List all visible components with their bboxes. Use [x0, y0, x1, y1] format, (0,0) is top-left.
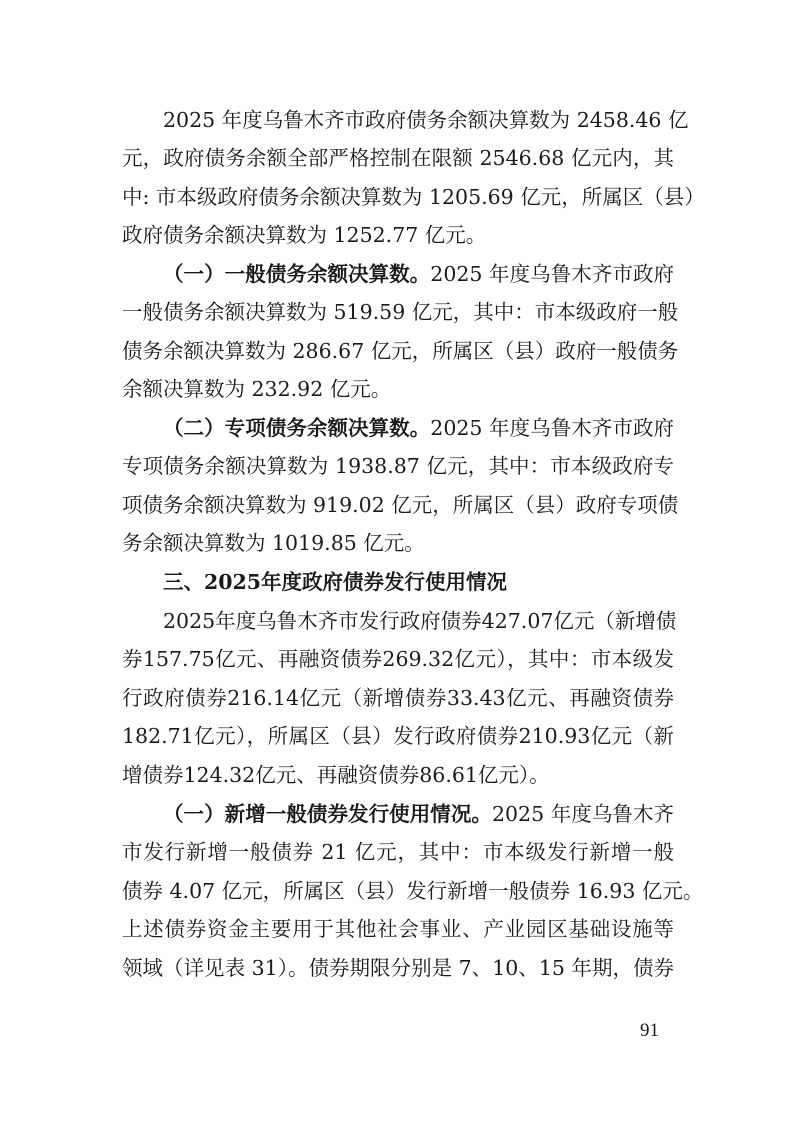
- paragraph-bond-issuance: [122, 602, 677, 794]
- text-line: 债券 4.07 亿元，所属区（县）发行新增一般债券 16.93 亿元。: [122, 878, 704, 903]
- text-line: [122, 255, 674, 293]
- subheading-new-general-bonds: （一）新增一般债券发行使用情况。: [163, 802, 492, 826]
- subheading-general-debt: （一）一般债务余额决算数。: [163, 262, 431, 286]
- text-line: 务余额决算数为 1019.85 亿元。: [122, 531, 425, 556]
- text-line: 上述债券资金主要用于其他社会事业、产业园区基础设施等: [122, 917, 674, 942]
- text-line: [122, 409, 674, 447]
- text-line: 政府债务余额决算数为 1252.77 亿元。: [122, 223, 487, 248]
- text-line: 2025年度乌鲁木齐市发行政府债券427.07亿元（新增债: [163, 609, 677, 633]
- text-line: 增债券124.32亿元、再融资债券86.61亿元）。: [122, 762, 550, 787]
- text-line: 券157.75亿元、再融资债券269.32亿元），其中：市本级发: [122, 647, 674, 672]
- paragraph-debt-balance: [122, 101, 705, 255]
- paragraph-special-debt: [122, 409, 679, 563]
- text-line: 项债务余额决算数为 919.02 亿元，所属区（县）政府专项债: [122, 492, 679, 517]
- text-fragment: 2025 年度乌鲁木齐: [491, 802, 675, 826]
- text-line: 一般债务余额决算数为 519.59 亿元，其中：市本级政府一般: [122, 300, 679, 325]
- text-line: 中: 市本级政府债务余额决算数为 1205.69 亿元，所属区（县）: [122, 184, 705, 209]
- page-number: 91: [640, 1020, 659, 1041]
- subheading-special-debt: （二）专项债务余额决算数。: [163, 416, 431, 440]
- paragraph-new-general-bonds: [122, 795, 704, 987]
- text-fragment: 2025 年度乌鲁木齐市政府: [430, 416, 675, 440]
- text-line: [122, 795, 674, 833]
- text-line: 债务余额决算数为 286.67 亿元，所属区（县）政府一般债务: [122, 338, 679, 363]
- text-line: 182.71亿元），所属区（县）发行政府债券210.93亿元（新: [122, 724, 674, 749]
- text-line: 2025 年度乌鲁木齐市政府债务余额决算数为 2458.46 亿: [163, 108, 689, 132]
- text-line: 余额决算数为 232.92 亿元。: [122, 377, 392, 402]
- text-line: 专项债务余额决算数为 1938.87 亿元，其中：市本级政府专: [122, 454, 674, 479]
- section-heading: 三、2025年度政府债券发行使用情况: [163, 570, 508, 594]
- text-line: 行政府债券216.14亿元（新增债券33.43亿元、再融资债券: [122, 685, 674, 710]
- paragraph-general-debt: [122, 255, 679, 409]
- text-line: 市发行新增一般债券 21 亿元，其中：市本级发行新增一般: [122, 840, 674, 865]
- text-fragment: 2025 年度乌鲁木齐市政府: [430, 262, 675, 286]
- text-line: 领域（详见表 31）。债券期限分别是 7、10、15 年期，债券: [122, 955, 674, 980]
- text-line: 元，政府债务余额全部严格控制在限额 2546.68 亿元内，其: [122, 146, 674, 171]
